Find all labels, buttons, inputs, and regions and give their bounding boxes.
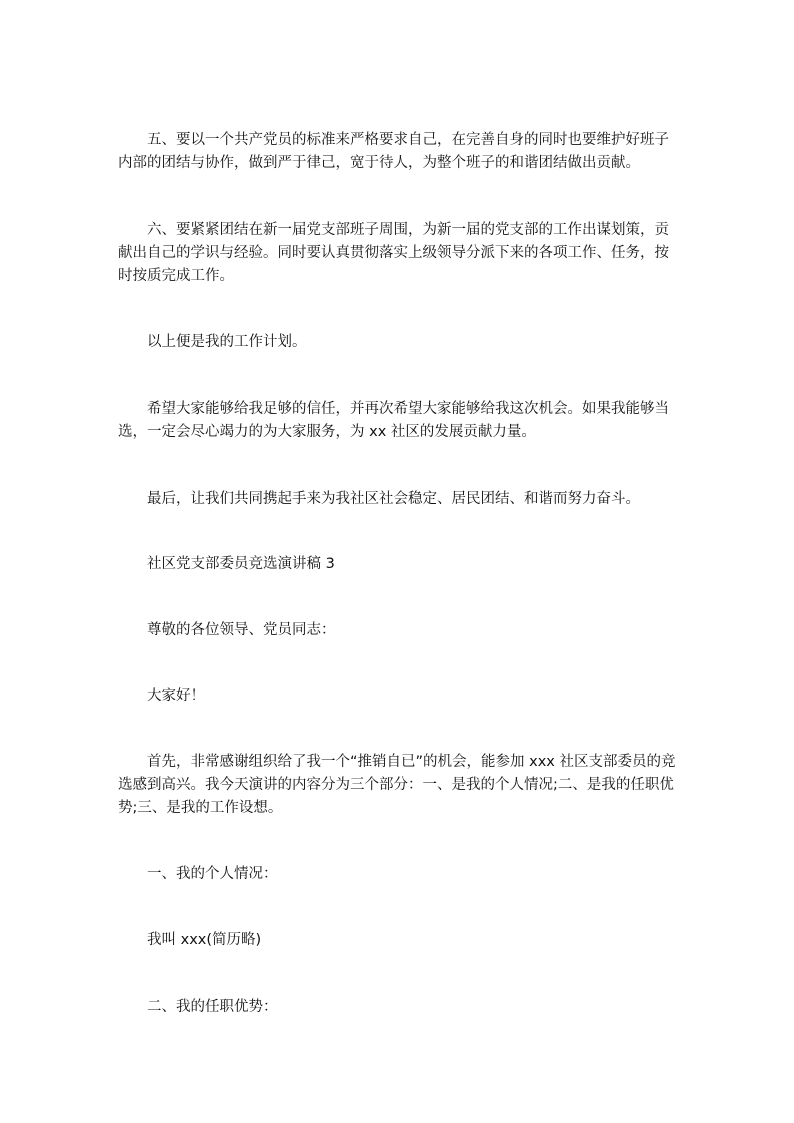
paragraph-name: 我叫 xxx(简历略) [147, 932, 262, 948]
paragraph-hope: 希望大家能够给我足够的信任，并再次希望大家能够给我这次机会。如果我能够当选，一定会尽心竭力的为大家服务，为 xx 社区的发展贡献力量。 [118, 401, 669, 440]
paragraph-introduction: 首先，非常感谢组织给了我一个“推销自已”的机会，能参加 xxx 社区支部委员的竞选感到高兴。我今天演讲的内容分为三个部分：一、是我的个人情况;二、是我的任职优势;三、是我的工作设想。 [118, 754, 676, 816]
paragraph-greeting: 大家好！ [147, 688, 205, 704]
subheading-personal-info: 一、我的个人情况： [147, 866, 278, 882]
paragraph-salutation: 尊敬的各位领导、党员同志： [147, 622, 336, 638]
subheading-strengths: 二、我的任职优势： [147, 999, 278, 1015]
paragraph-plan-summary: 以上便是我的工作计划。 [147, 334, 307, 350]
paragraph-point-six: 六、要紧紧团结在新一届党支部班子周围，为新一届的党支部的工作出谋划策，贡献出自己的学识与经验。同时要认真贯彻落实上级领导分派下来的各项工作、任务，按时按质完成工作。 [118, 222, 669, 284]
paragraph-point-five: 五、要以一个共产党员的标准来严格要求自己，在完善自身的同时也要维护好班子内部的团结与协作，做到严于律己，宽于待人，为整个班子的和谐团结做出贡献。 [118, 132, 669, 171]
section-heading: 社区党支部委员竞选演讲稿 3 [147, 556, 335, 572]
paragraph-closing: 最后，让我们共同携起手来为我社区社会稳定、居民团结、和谐而努力奋斗。 [147, 491, 640, 507]
